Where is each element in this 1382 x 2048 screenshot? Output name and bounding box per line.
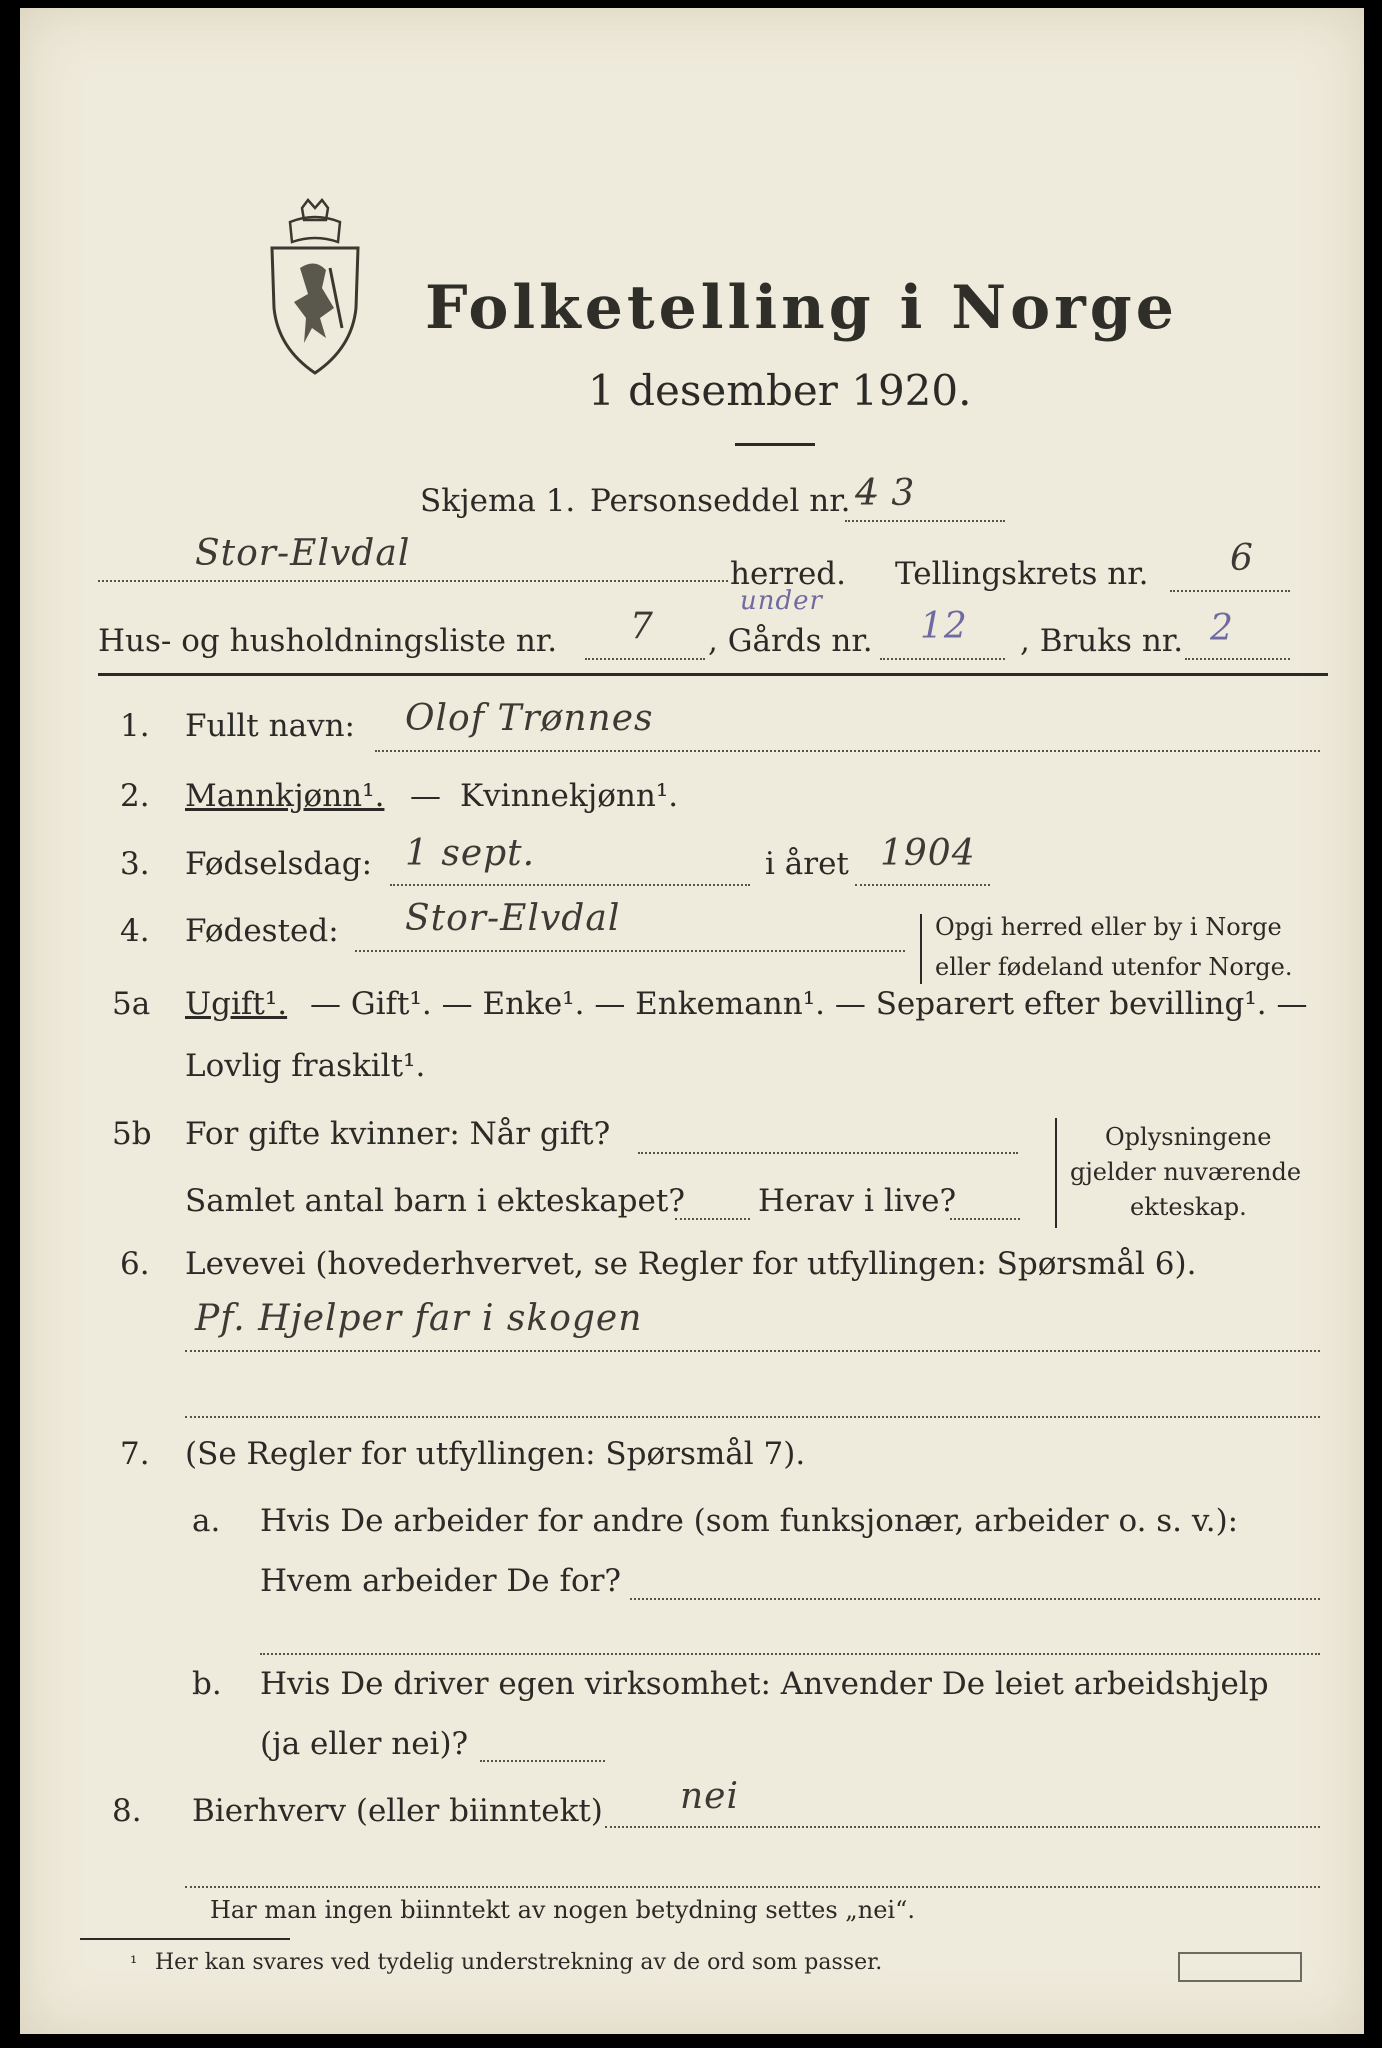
tellingskrets-value[interactable]: 6 [1230,538,1254,579]
hus-line [585,658,705,660]
bruks-value[interactable]: 2 [1210,608,1234,649]
q3-year-label: i året [765,846,849,882]
herred-value[interactable]: Stor-Elvdal [195,533,411,574]
q7a-letter: a. [192,1503,221,1539]
q5b-note-line3: ekteskap. [1130,1193,1247,1221]
q4-note-line1: Opgi herred eller by i Norge [935,913,1282,941]
skjema-label: Skjema 1. [420,483,576,519]
hus-value[interactable]: 7 [630,606,654,647]
census-form-page [20,8,1364,2034]
bruks-line [1185,658,1290,660]
herred-line [98,580,728,582]
printer-stamp [1178,1952,1302,1982]
q5a-other-options[interactable]: — Gift¹. — Enke¹. — Enkemann¹. — Separert efter bevilling¹. — [310,986,1308,1022]
form-title: Folketelling i Norge [425,273,1178,343]
q2-female-option[interactable]: Kvinnekjønn¹. [460,778,679,814]
personseddel-line [845,520,1005,522]
q3-year-line [855,884,990,886]
q8-line2 [185,1886,1320,1888]
q7a-answer-line2 [260,1653,1320,1655]
q2-number: 2. [120,778,150,814]
q5b-when-married-label: For gifte kvinner: Når gift? [185,1116,611,1152]
herred-label: herred. [730,556,846,592]
q1-line [375,750,1320,752]
q7b-line2: (ja eller nei)? [260,1726,469,1762]
q5b-note-line1: Oplysningene [1105,1123,1272,1151]
q5b-alive-label: Herav i live? [758,1183,957,1219]
q7b-letter: b. [192,1666,222,1702]
q4-note-bracket [920,914,922,984]
personseddel-value[interactable]: 4̶ 3 [855,473,916,514]
q8-line1 [605,1826,1320,1828]
q7a-answer-line1 [630,1598,1320,1600]
footnote-text: Her kan svares ved tydelig understrekning av de ord som passer. [155,1950,883,1975]
q7a-line2: Hvem arbeider De for? [260,1563,622,1599]
q7b-line1: Hvis De driver egen virksomhet: Anvender De leiet arbeidshjelp [260,1666,1269,1702]
q3-label: Fødselsdag: [185,846,373,882]
q7-number: 7. [120,1436,150,1472]
q5b-note-line2: gjelder nuværende [1070,1158,1302,1186]
q3-line [390,884,750,886]
q5b-number: 5b [112,1116,152,1152]
census-date: 1 desember 1920. [588,366,972,415]
q5b-note-bracket [1055,1118,1057,1228]
title-divider [735,443,815,446]
q3-birthday-value[interactable]: 1 sept. [405,833,536,874]
q2-male-option[interactable]: Mannkjønn¹. [185,778,385,814]
q5b-children-line [675,1218,750,1220]
personseddel-label: Personseddel nr. [590,483,851,519]
q5a-number: 5a [112,986,151,1022]
q5a-ugift-option[interactable]: Ugift¹. [185,986,288,1022]
q4-note-line2: eller fødeland utenfor Norge. [935,953,1293,981]
q6-occupation-value[interactable]: Pf. Hjelper far i skogen [195,1298,643,1339]
nei-instruction: Har man ingen biinntekt av nogen betydning settes „nei“. [210,1896,915,1924]
q8-side-income-value[interactable]: nei [680,1776,740,1817]
gards-value[interactable]: 12 [920,606,968,647]
gards-note: under [740,586,823,616]
q7b-answer-line [480,1760,605,1762]
q4-label: Fødested: [185,913,339,949]
q1-label: Fullt navn: [185,708,355,744]
tellingskrets-label: Tellingskrets nr. [895,556,1149,592]
q6-line1 [185,1350,1320,1352]
q1-number: 1. [120,708,150,744]
gards-label: , Gårds nr. [708,623,873,659]
q6-number: 6. [120,1246,150,1282]
q7-label: (Se Regler for utfyllingen: Spørsmål 7). [185,1436,806,1472]
q7a-line1: Hvis De arbeider for andre (som funksjonær, arbeider o. s. v.): [260,1503,1239,1539]
coat-of-arms-icon [260,198,370,378]
q4-number: 4. [120,913,150,949]
q4-birthplace-value[interactable]: Stor-Elvdal [405,898,621,939]
bruks-label: , Bruks nr. [1020,623,1184,659]
q5b-children-label: Samlet antal barn i ekteskapet? [185,1183,685,1219]
q8-label: Bierhverv (eller biinntekt) [192,1793,603,1829]
q2-separator: — [410,778,441,814]
q5b-when-married-line [638,1152,1018,1154]
hus-label: Hus- og husholdningsliste nr. [98,623,558,659]
q6-line2 [185,1416,1320,1418]
q4-line [355,950,905,952]
gards-line [880,658,1005,660]
q3-number: 3. [120,846,150,882]
q1-full-name-value[interactable]: Olof Trønnes [405,698,654,739]
footnote-mark: ¹ [130,1953,138,1974]
header-separator [98,673,1328,676]
footnote-rule [80,1938,290,1940]
q3-year-value[interactable]: 1904 [880,833,976,874]
q5b-alive-line [950,1218,1020,1220]
tellingskrets-line [1170,590,1290,592]
q5a-line2[interactable]: Lovlig fraskilt¹. [185,1048,426,1084]
q8-number: 8. [112,1793,142,1829]
q6-label: Levevei (hovederhvervet, se Regler for utfyllingen: Spørsmål 6). [185,1246,1197,1282]
